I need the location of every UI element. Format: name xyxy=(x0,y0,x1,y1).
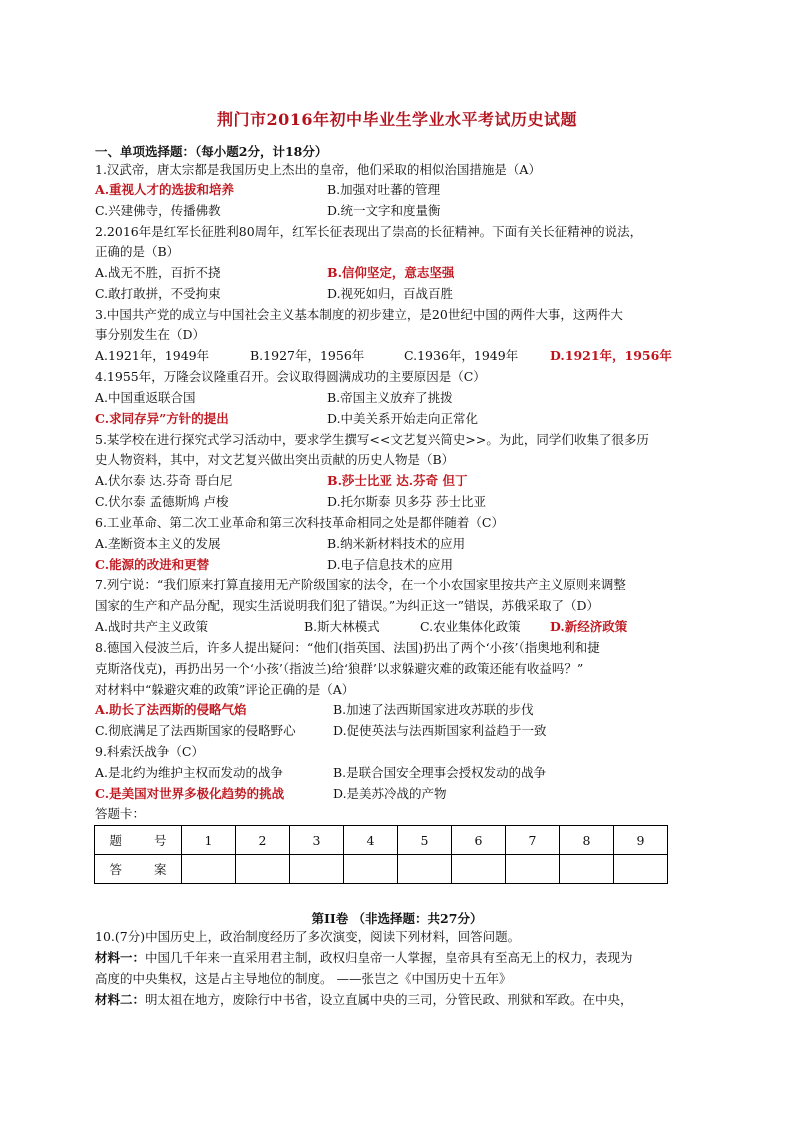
q7-option-d: D.新经济政策 xyxy=(550,619,628,634)
answer-header: 答 案 xyxy=(95,855,182,884)
q1-option-d: D.统一文字和度量衡 xyxy=(327,203,441,218)
answer-cell[interactable] xyxy=(182,855,236,884)
q6-option-b: B.纳米新材料技术的应用 xyxy=(327,536,466,551)
q3-option-c: C.1936年，1949年 xyxy=(404,348,519,363)
question-number: 8 xyxy=(560,826,614,855)
answer-cell[interactable] xyxy=(614,855,668,884)
answer-cell[interactable] xyxy=(452,855,506,884)
q5-option-a: A.伏尔泰 达.芬奇 哥白尼 xyxy=(95,473,233,488)
q1-stem: 1.汉武帝，唐太宗都是我国历史上杰出的皇帝，他们采取的相似治国措施是（A） xyxy=(95,162,541,177)
section1-heading: 一、单项选择题：（每小题2分，计18分） xyxy=(95,144,328,159)
material1-label: 材料一： xyxy=(95,950,146,965)
q7-option-a: A.战时共产主义政策 xyxy=(95,619,209,634)
question-number: 3 xyxy=(290,826,344,855)
q5-stem: 5.某学校在进行探究式学习活动中，要求学生撰写<<文艺复兴简史>>。为此，同学们收集了很多历 xyxy=(95,432,649,447)
q2-stem: 2.2016年是红军长征胜利80周年，红军长征表现出了崇高的长征精神。下面有关长征精神的说法， xyxy=(95,224,643,239)
q4-option-c: C.求同存异”方针的提出 xyxy=(95,411,229,426)
answer-cell[interactable] xyxy=(398,855,452,884)
material1-text: 中国几千年来一直采用君主制，政权归皇帝一人掌握，皇帝具有至高无上的权力，表现为 xyxy=(145,950,633,965)
answer-table-answer-row xyxy=(95,855,668,884)
question-number: 1 xyxy=(182,826,236,855)
question-number: 9 xyxy=(614,826,668,855)
answer-table xyxy=(94,825,668,884)
answer-table-header-row xyxy=(95,826,668,855)
q1-option-b: B.加强对吐蕃的管理 xyxy=(327,182,441,197)
q7-stem: 7.列宁说：“我们原来打算直接用无产阶级国家的法令，在一个小农国家里按共产主义原则来调整 xyxy=(95,577,626,592)
q3-option-d: D.1921年，1956年 xyxy=(550,348,672,363)
q2-option-a: A.战无不胜，百折不挠 xyxy=(95,265,221,280)
q9-option-c: C.是美国对世界多极化趋势的挑战 xyxy=(95,786,285,801)
q5-stem-cont: 史人物资料，其中，对文艺复兴做出突出贡献的历史人物是（B） xyxy=(95,452,455,467)
section2-heading: 第II卷 （非选择题：共27分） xyxy=(311,911,483,926)
q7-option-b: B.斯大林模式 xyxy=(304,619,380,634)
q9-stem: 9.科索沃战争（C） xyxy=(95,744,204,759)
q1-option-a: A.重视人才的选拔和培养 xyxy=(95,182,235,197)
q6-stem: 6.工业革命、第二次工业革命和第三次科技革命相同之处是都伴随着（C） xyxy=(95,515,504,530)
q8-option-c: C.彻底满足了法西斯国家的侵略野心 xyxy=(95,723,296,738)
q9-option-b: B.是联合国安全理事会授权发动的战争 xyxy=(333,765,547,780)
question-number: 2 xyxy=(236,826,290,855)
answer-cell[interactable] xyxy=(506,855,560,884)
q10-stem: 10.(7分)中国历史上，政治制度经历了多次演变，阅读下列材料，回答问题。 xyxy=(95,929,521,944)
q10-material1 xyxy=(95,950,633,966)
q5-option-b: B.莎士比亚 达.芬奇 但丁 xyxy=(327,473,468,488)
q10-material2 xyxy=(95,992,633,1008)
q7-stem-cont: 国家的生产和产品分配，现实生活说明我们犯了错误。”为纠正这一”错误，苏俄采取了（D） xyxy=(95,598,600,613)
q3-stem-cont: 事分别发生在（D） xyxy=(95,327,206,342)
question-number: 4 xyxy=(344,826,398,855)
question-number: 7 xyxy=(506,826,560,855)
q2-stem-cont: 正确的是（B） xyxy=(95,244,180,259)
q9-option-d: D.是美苏冷战的产物 xyxy=(333,786,447,801)
q8-stem-cont2: 对材料中“躲避灾难的政策”评论正确的是（A） xyxy=(95,682,355,697)
q2-option-d: D.视死如归，百战百胜 xyxy=(327,286,454,301)
q2-option-c: C.敢打敢拼，不受拘束 xyxy=(95,286,221,301)
q5-option-d: D.托尔斯泰 贝多芬 莎士比亚 xyxy=(327,494,486,509)
question-number: 5 xyxy=(398,826,452,855)
question-number-header: 题 号 xyxy=(95,826,182,855)
answer-cell[interactable] xyxy=(290,855,344,884)
q8-stem-cont: 克斯洛伐克)，再扔出另一个‘小孩’（指波兰)给‘狼群’以求躲避灾难的政策还能有收益吗？” xyxy=(95,661,584,676)
q3-option-a: A.1921年，1949年 xyxy=(95,348,210,363)
material2-label: 材料二： xyxy=(95,992,146,1007)
q8-option-a: A.助长了法西斯的侵略气焰 xyxy=(95,702,247,717)
q2-option-b: B.信仰坚定，意志坚强 xyxy=(327,265,455,280)
answer-card-label: 答题卡： xyxy=(95,806,146,821)
q6-option-a: A.垄断资本主义的发展 xyxy=(95,536,221,551)
material2-text: 明太祖在地方，废除行中书省，设立直属中央的三司，分管民政、刑狱和军政。在中央， xyxy=(145,992,633,1007)
q7-option-c: C.农业集体化政策 xyxy=(420,619,521,634)
answer-cell[interactable] xyxy=(344,855,398,884)
q8-stem: 8.德国入侵波兰后，许多人提出疑问：“他们(指英国、法国)扔出了两个‘小孩’（指奥地利和捷 xyxy=(95,640,600,655)
q9-option-a: A.是北约为维护主权而发动的战争 xyxy=(95,765,284,780)
q6-option-c: C.能源的改进和更替 xyxy=(95,557,210,572)
q4-option-b: B.帝国主义放弃了挑拨 xyxy=(327,390,453,405)
q4-option-d: D.中美关系开始走向正常化 xyxy=(327,411,479,426)
q3-option-b: B.1927年，1956年 xyxy=(250,348,365,363)
answer-cell[interactable] xyxy=(560,855,614,884)
q8-option-d: D.促使英法与法西斯国家利益趋于一致 xyxy=(333,723,547,738)
q3-stem: 3.中国共产党的成立与中国社会主义基本制度的初步建立，是20世纪中国的两件大事，这两件大 xyxy=(95,307,623,322)
q10-material1-cont: 高度的中央集权，这是占主导地位的制度。 ——张岂之《中国历史十五年》 xyxy=(95,971,512,986)
q6-option-d: D.电子信息技术的应用 xyxy=(327,557,454,572)
answer-cell[interactable] xyxy=(236,855,290,884)
q1-option-c: C.兴建佛寺，传播佛教 xyxy=(95,203,221,218)
q8-option-b: B.加速了法西斯国家进攻苏联的步伐 xyxy=(333,702,534,717)
question-number: 6 xyxy=(452,826,506,855)
page-title: 荆门市2016年初中毕业生学业水平考试历史试题 xyxy=(216,110,578,129)
q4-stem: 4.1955年，万隆会议隆重召开。会议取得圆满成功的主要原因是（C） xyxy=(95,369,486,384)
q4-option-a: A.中国重返联合国 xyxy=(95,390,196,405)
q5-option-c: C.伏尔泰 孟德斯鸠 卢梭 xyxy=(95,494,229,509)
